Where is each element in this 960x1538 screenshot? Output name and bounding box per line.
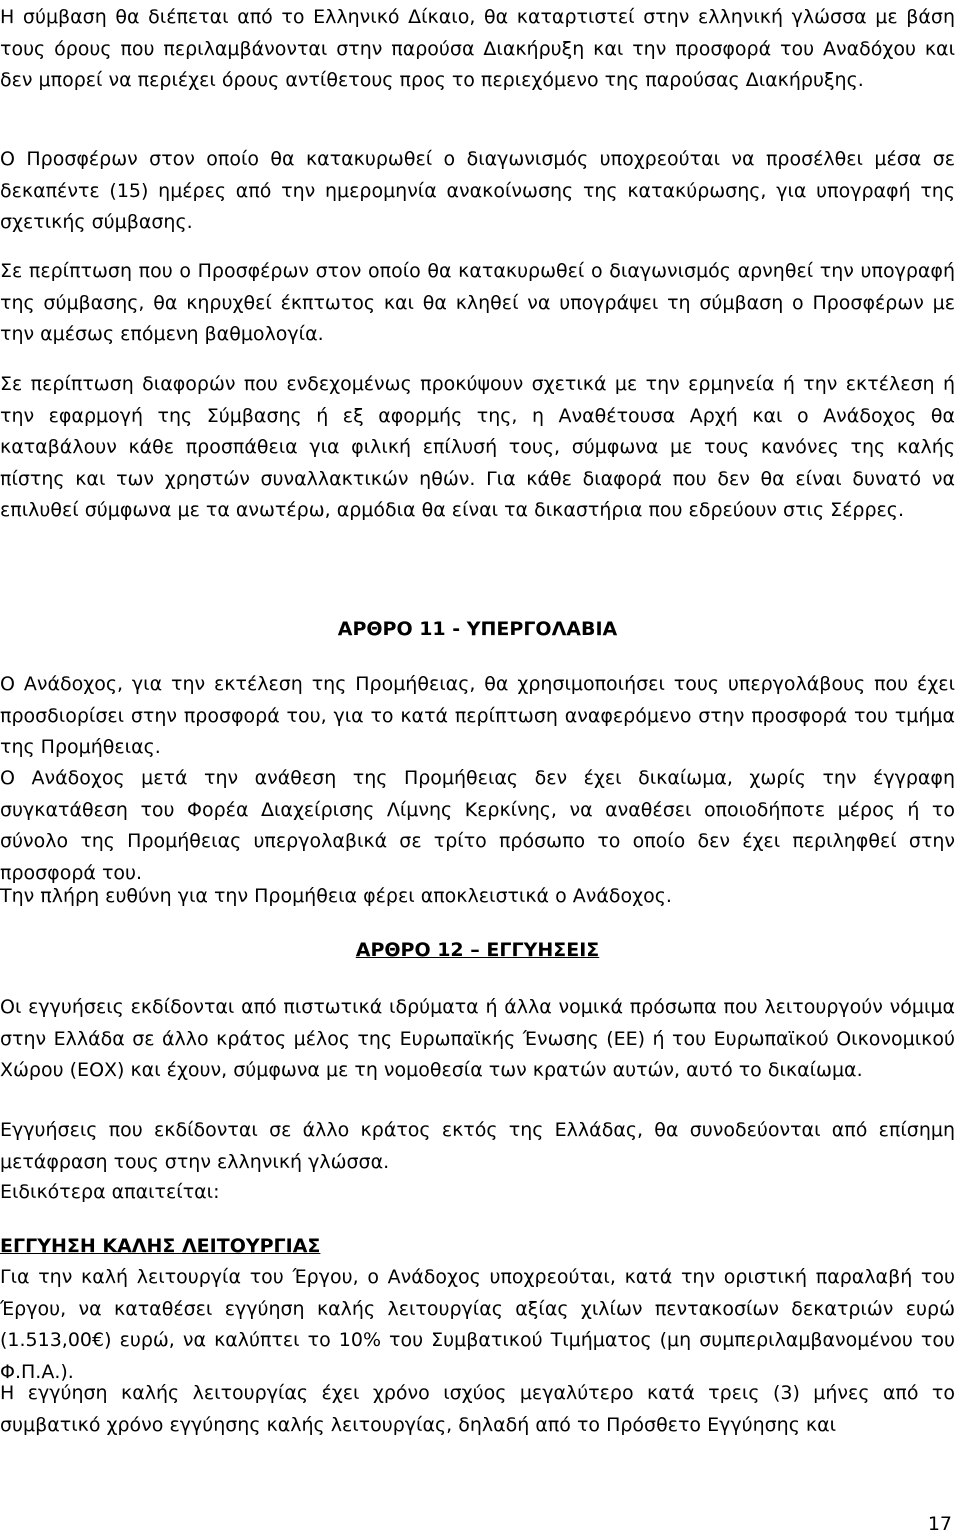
article-12-paragraph-3: Ειδικότερα απαιτείται:: [0, 1181, 220, 1203]
guarantee-subheading: ΕΓΓΥΗΣΗ ΚΑΛΗΣ ΛΕΙΤΟΥΡΓΙΑΣ: [0, 1235, 321, 1257]
article-12-paragraph-2: Εγγυήσεις που εκδίδονται σε άλλο κράτος εκτός της Ελλάδας, θα συνοδεύονται από επίσημη μετάφραση τους στην ελληνική γλώσσα.: [0, 1119, 955, 1173]
page-number: 17: [927, 1513, 952, 1535]
paragraph-signing-deadline: Ο Προσφέρων στον οποίο θα κατακυρωθεί ο διαγωνισμός υποχρεούται να προσέλθει μέσα σε δεκαπέντε (15) ημέρες από την ημερομηνία ανακοίνωσης της κατακύρωσης, για υπογραφή της σχετικής σύμβασης.: [0, 148, 955, 233]
article-11-heading: ΑΡΘΡΟ 11 - ΥΠΕΡΓΟΛΑΒΙΑ: [337, 618, 618, 640]
paragraph-contract-law: Η σύμβαση θα διέπεται από το Ελληνικό Δίκαιο, θα καταρτιστεί στην ελληνική γλώσσα με βάση τους όρους που περιλαμβάνονται στην παρούσα Διακήρυξη και την προσφορά του Αναδόχου και δεν μπορεί να περιέχει όρους αντίθετους προς το περιεχόμενο της παρούσας Διακήρυξης.: [0, 6, 955, 91]
paragraph-refusal: Σε περίπτωση που ο Προσφέρων στον οποίο θα κατακυρωθεί ο διαγωνισμός αρνηθεί την υπογραφή της σύμβασης, θα κηρυχθεί έκπτωτος και θα κληθεί να υπογράψει τη σύμβαση ο Προσφέρων με την αμέσως επόμενη βαθμολογία.: [0, 260, 955, 345]
article-12-heading-text: ΑΡΘΡΟ 12 – ΕΓΓΥΗΣΕΙΣ: [355, 939, 600, 961]
article-12-paragraph-1: Οι εγγυήσεις εκδίδονται από πιστωτικά ιδρύματα ή άλλα νομικά πρόσωπα που λειτουργούν νόμιμα στην Ελλάδα σε άλλο κράτος μέλος της Ευρωπαϊκής Ένωσης (ΕΕ) ή του Ευρωπαϊκού Οικονομικού Χώρου (ΕΟΧ) και έχουν, σύμφωνα με τη νομοθεσία των κρατών αυτών, αυτό το δικαίωμα.: [0, 996, 955, 1081]
guarantee-paragraph-2: Η εγγύηση καλής λειτουργίας έχει χρόνο ισχύος μεγαλύτερο κατά τρεις (3) μήνες από το συμβατικό χρόνο εγγύησης καλής λειτουργίας, δηλαδή από το Πρόσθετο Εγγύησης και: [0, 1382, 955, 1436]
article-11-paragraph-2: Ο Ανάδοχος μετά την ανάθεση της Προμήθειας δεν έχει δικαίωμα, χωρίς την έγγραφη συγκατάθεση του Φορέα Διαχείρισης Λίμνης Κερκίνης, να αναθέσει οποιοδήποτε μέρος ή το σύνολο της Προμήθειας υπεργολαβικά σε τρίτο πρόσωπο το οποίο δεν έχει περιληφθεί στην προσφορά του.: [0, 767, 955, 884]
paragraph-disputes: Σε περίπτωση διαφορών που ενδεχομένως προκύψουν σχετικά με την ερμηνεία ή την εκτέλεση ή την εφαρμογή της Σύμβασης ή εξ αφορμής της, η Αναθέτουσα Αρχή και ο Ανάδοχος θα καταβάλουν κάθε προσπάθεια για φιλική επίλυσή τους, σύμφωνα με τους κανόνες της καλής πίστης και των χρηστών συναλλακτικών ηθών. Για κάθε διαφορά που δεν θα είναι δυνατό να επιλυθεί σύμφωνα με τα ανωτέρω, αρμόδια θα είναι τα δικαστήρια που εδρεύουν στις Σέρρες.: [0, 373, 955, 521]
article-12-heading: [0, 935, 955, 967]
guarantee-paragraph-1: Για την καλή λειτουργία του Έργου, ο Ανάδοχος υποχρεούται, κατά την οριστική παραλαβή του Έργου, να καταθέσει εγγύηση καλής λειτουργίας αξίας χιλίων πεντακοσίων δεκατριών ευρώ (1.513,00€) ευρώ, να καλύπτει το 10% του Συμβατικού Τιμήματος (μη συμπεριλαμβανομένου του Φ.Π.Α.).: [0, 1266, 955, 1383]
article-11-paragraph-1: Ο Ανάδοχος, για την εκτέλεση της Προμήθειας, θα χρησιμοποιήσει τους υπεργολάβους που έχει προσδιορίσει στην προσφορά του, για το κατά περίπτωση αναφερόμενο στην προσφορά του τμήμα της Προμήθειας.: [0, 673, 955, 758]
article-11-paragraph-3: Την πλήρη ευθύνη για την Προμήθεια φέρει αποκλειστικά ο Ανάδοχος.: [0, 885, 672, 907]
